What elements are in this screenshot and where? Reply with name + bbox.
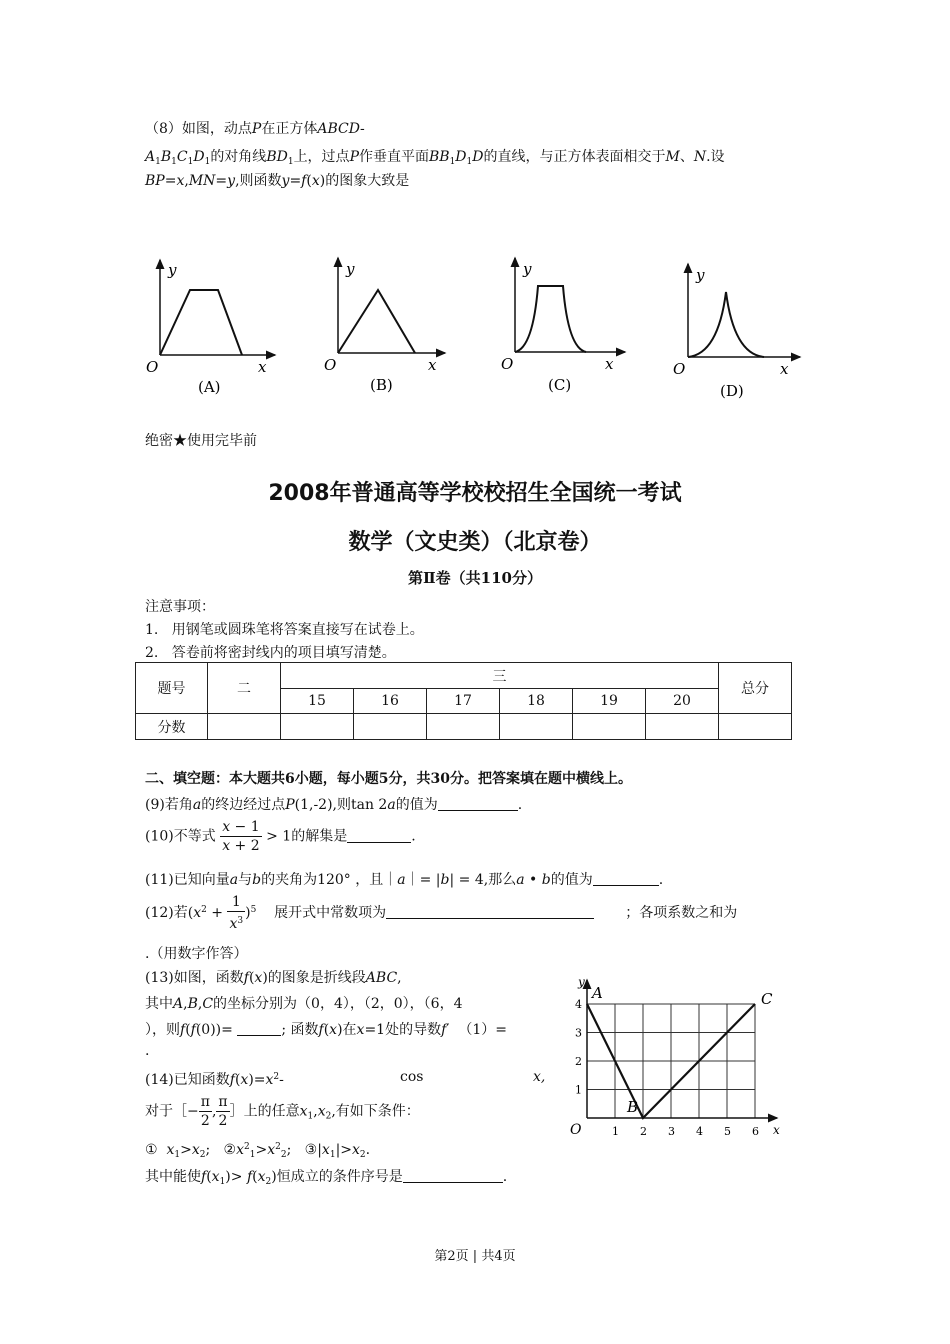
x-tick-label: 1: [612, 1125, 619, 1138]
score-cell[interactable]: [354, 714, 427, 740]
q12-fraction: $\frac{1}{x^3}$: [229, 894, 244, 932]
q8-option-graphs: [140, 250, 820, 410]
q13-line3: ），则f(f(0))= ; 函数f(x)在x=1处的导数f′ （1）=: [145, 1022, 507, 1038]
x-tick-label: 6: [752, 1125, 759, 1138]
q10-answer-blank[interactable]: [347, 828, 411, 843]
graph-d-xlabel: x: [780, 360, 789, 378]
q14-frac-2: $\frac{\pi}{2}$: [218, 1094, 228, 1129]
q14-conditions: ① $x_1>x_2$; $②x^2_1>x^2_2$; $③|x_1|>x_2$.: [145, 1142, 371, 1160]
score-table-col-er: 二: [208, 663, 281, 714]
point-label-a: A: [592, 984, 603, 1002]
q9: (9)若角a的终边经过点P(1,-2),则tan 2a的值为 .: [145, 797, 523, 813]
graph-b: [324, 258, 445, 394]
graph-d-label: (D): [720, 382, 744, 400]
score-cell[interactable]: [281, 714, 354, 740]
graph-c-xlabel: x: [605, 355, 614, 373]
point-label-b: B: [627, 1098, 639, 1116]
q10-fraction: $\frac{x - 1}{x + 2}$: [222, 819, 260, 854]
x-axis-label: x: [773, 1123, 780, 1137]
notes-item-2: 2. 答卷前将密封线内的项目填写清楚。: [145, 645, 396, 661]
q13-answer-blank-1[interactable]: [237, 1021, 281, 1036]
q10: (10)不等式 $\frac{x - 1}{x + 2}$ > 1的解集是 .: [145, 819, 416, 854]
q13-line2: 其中A,B,C的坐标分别为（0，4），（2，0），（6，4: [145, 996, 463, 1012]
score-table-num: 18: [500, 689, 573, 714]
x-tick-label: 3: [668, 1125, 675, 1138]
graph-d: [673, 264, 800, 400]
q14-answer-blank[interactable]: [403, 1168, 503, 1183]
graph-a-origin: O: [146, 358, 159, 376]
point-label-c: C: [761, 990, 773, 1008]
graph-b-xlabel: x: [428, 356, 437, 374]
q14-x: x,: [533, 1069, 546, 1085]
score-cell[interactable]: [500, 714, 573, 740]
q8-line2: $A_1B_1C_1D_1$的对角线$BD_1$上，过点P作垂直平面$BB_1D_1D$的直线，与正方体表面相交于M、N.设: [145, 149, 725, 167]
x-tick-label: 4: [696, 1125, 703, 1138]
paper-part-title: 第Ⅱ卷（共110分）: [408, 569, 542, 587]
q13-line4: .: [145, 1043, 150, 1059]
score-cell[interactable]: [427, 714, 500, 740]
q12-answer-blank-1[interactable]: [386, 904, 594, 919]
page-footer: 第2页 | 共4页: [434, 1249, 516, 1264]
score-table-col-san: 三: [281, 663, 719, 689]
score-cell[interactable]: [646, 714, 719, 740]
exam-title: 2008年普通高等学校校招生全国统一考试: [268, 481, 682, 506]
graph-b-label: (B): [370, 376, 393, 394]
score-table-num: 16: [354, 689, 427, 714]
origin-label: O: [570, 1122, 582, 1138]
q8-line1: （8）如图，动点P在正方体ABCD-: [145, 121, 365, 137]
q12-line2: .（用数字作答）: [145, 946, 248, 962]
score-table-num: 20: [646, 689, 719, 714]
q8-line3: BP=x,MN=y,则函数y=f(x)的图象大致是: [145, 173, 410, 189]
y-axis-label: y: [578, 975, 585, 989]
score-table-num: 15: [281, 689, 354, 714]
score-table: [135, 662, 792, 740]
graph-a-label: (A): [198, 378, 221, 396]
graph-c-origin: O: [501, 355, 514, 373]
y-tick-label: 1: [575, 1083, 582, 1097]
score-cell[interactable]: [573, 714, 646, 740]
q11: (11)已知向量a与b的夹角为120° ，且｜a｜= |b| = 4,那么a • b的值为 .: [145, 872, 664, 888]
q13-chart: [560, 975, 790, 1145]
graph-c: [501, 258, 625, 394]
graph-b-ylabel: y: [346, 260, 355, 278]
section-2-heading: 二、填空题：本大题共6小题，每小题5分，共30分。把答案填在题中横线上。: [145, 771, 632, 787]
exam-subtitle: 数学（文史类）（北京卷）: [348, 530, 602, 555]
score-table-header-label: 题号: [136, 663, 208, 714]
q14-frac-1: $\frac{\pi}{2}$: [200, 1094, 210, 1129]
q14-last: 其中能使$f(x_1)> f(x_2)$恒成立的条件序号是 .: [145, 1169, 508, 1187]
score-cell[interactable]: [208, 714, 281, 740]
graph-c-ylabel: y: [523, 260, 532, 278]
y-tick-label: 2: [575, 1055, 582, 1068]
x-tick-label: 2: [640, 1125, 647, 1138]
notes-item-1: 1. 用钢笔或圆珠笔将答案直接写在试卷上。: [145, 622, 424, 638]
q14-line2: 对于［− $\frac{\pi}{2}$ , $\frac{\pi}{2}$ ］上的任意$x_1,x_2$,有如下条件：: [145, 1094, 420, 1129]
q12: (12)若($x^2$ + $\frac{1}{x^3}$ )$^5$ 展开式中常数项为 ；各项系数之和为: [145, 894, 738, 932]
graph-a-ylabel: y: [168, 261, 177, 279]
graph-b-origin: O: [324, 356, 337, 374]
y-tick-label: 3: [575, 1026, 582, 1040]
secret-label: 绝密★使用完毕前: [145, 433, 257, 449]
q14-line1: (14)已知函数$f(x)=x^2-$: [145, 1072, 284, 1088]
q14-cos: cos: [400, 1069, 424, 1085]
graph-a: [146, 260, 275, 396]
score-table-num: 19: [573, 689, 646, 714]
score-table-score-label: 分数: [136, 714, 208, 740]
score-cell[interactable]: [719, 714, 792, 740]
y-tick-label: 4: [575, 998, 582, 1011]
q11-answer-blank[interactable]: [593, 871, 659, 886]
score-table-col-total: 总分: [719, 663, 792, 714]
graph-c-label: (C): [548, 376, 572, 394]
graph-a-xlabel: x: [258, 358, 267, 376]
score-table-num: 17: [427, 689, 500, 714]
graph-d-ylabel: y: [696, 266, 705, 284]
q13-line1: (13)如图，函数f(x)的图象是折线段ABC,: [145, 970, 402, 986]
graph-d-origin: O: [673, 360, 686, 378]
x-tick-label: 5: [724, 1125, 731, 1138]
q9-answer-blank[interactable]: [438, 796, 518, 811]
notes-heading: 注意事项：: [145, 599, 215, 615]
